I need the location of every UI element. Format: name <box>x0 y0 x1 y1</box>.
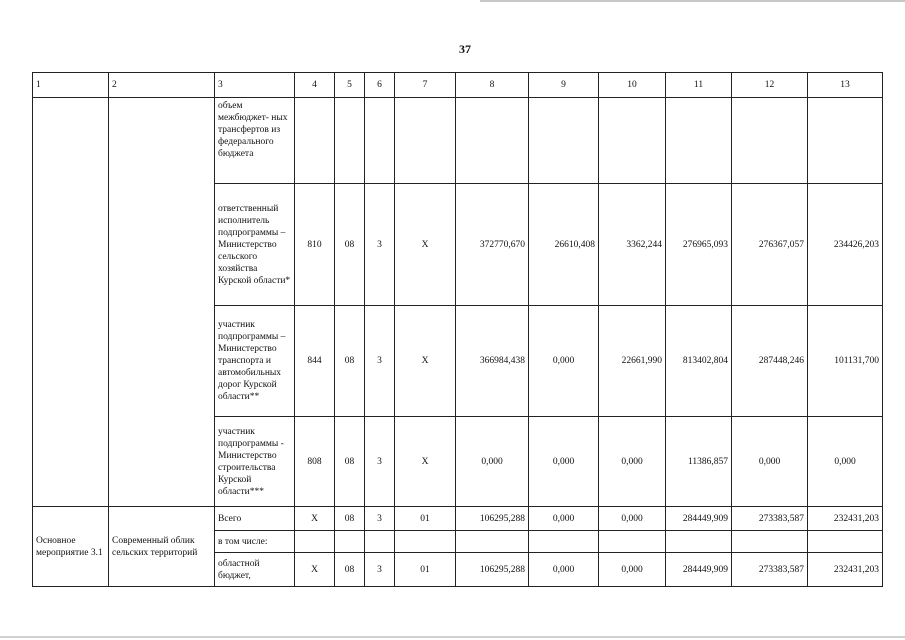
table-cell: 284449,909 <box>666 553 732 587</box>
table-cell: Х <box>395 306 456 417</box>
table-cell <box>365 531 395 553</box>
table-cell: 0,000 <box>599 417 666 507</box>
table-cell: 08 <box>335 417 365 507</box>
table-cell: 0,000 <box>456 417 529 507</box>
table-row <box>33 507 883 531</box>
row-label: ответственный исполнитель подпрограммы – Министерство сельского хозяйства Курской области* <box>215 184 295 306</box>
table-cell: 232431,203 <box>808 553 883 587</box>
table-cell: 366984,438 <box>456 306 529 417</box>
table-cell <box>395 531 456 553</box>
table-cell: 273383,587 <box>732 507 808 531</box>
table-cell <box>808 531 883 553</box>
table-cell <box>295 531 335 553</box>
table-cell: 08 <box>335 553 365 587</box>
row-label: объем межбюджет- ных трансфертов из федерального бюджета <box>215 98 295 184</box>
table-cell: 08 <box>335 507 365 531</box>
table-cell: 11386,857 <box>666 417 732 507</box>
table-cell: 276965,093 <box>666 184 732 306</box>
table-cell: 0,000 <box>732 417 808 507</box>
scan-edge-top <box>480 0 905 2</box>
table-cell <box>732 531 808 553</box>
table-cell: 0,000 <box>529 507 599 531</box>
header-cell: 3 <box>215 73 295 98</box>
table-cell: 273383,587 <box>732 553 808 587</box>
table-cell: 26610,408 <box>529 184 599 306</box>
header-cell: 10 <box>599 73 666 98</box>
row-label: Всего <box>215 507 295 531</box>
table-cell <box>808 98 883 184</box>
table-cell <box>529 531 599 553</box>
table-cell: 0,000 <box>529 553 599 587</box>
table-cell: 3 <box>365 417 395 507</box>
table-cell: 3 <box>365 553 395 587</box>
table-cell: 808 <box>295 417 335 507</box>
table-cell: 0,000 <box>808 417 883 507</box>
table-cell: 08 <box>335 306 365 417</box>
row-label: в том числе: <box>215 531 295 553</box>
table-cell: 810 <box>295 184 335 306</box>
header-cell: 7 <box>395 73 456 98</box>
table-cell: 232431,203 <box>808 507 883 531</box>
table-cell: 01 <box>395 507 456 531</box>
header-cell: 5 <box>335 73 365 98</box>
table-cell: 101131,700 <box>808 306 883 417</box>
header-cell: 12 <box>732 73 808 98</box>
header-cell: 13 <box>808 73 883 98</box>
table-cell: 284449,909 <box>666 507 732 531</box>
row-label: участник подпрограммы – Министерство транспорта и автомобильных дорог Курской области** <box>215 306 295 417</box>
table-cell: 813402,804 <box>666 306 732 417</box>
table-cell: 844 <box>295 306 335 417</box>
table-cell: 0,000 <box>599 507 666 531</box>
table-cell: Х <box>295 507 335 531</box>
header-cell: 4 <box>295 73 335 98</box>
table-cell: 3 <box>365 184 395 306</box>
table-cell: 08 <box>335 184 365 306</box>
header-row <box>33 73 883 98</box>
header-cell: 9 <box>529 73 599 98</box>
table-cell <box>666 531 732 553</box>
header-cell: 6 <box>365 73 395 98</box>
table-cell: 372770,670 <box>456 184 529 306</box>
row-label: областной бюджет, <box>215 553 295 587</box>
table-cell: Х <box>395 184 456 306</box>
header-cell: 1 <box>33 73 109 98</box>
table-cell <box>599 531 666 553</box>
table-cell <box>395 98 456 184</box>
table-cell: 106295,288 <box>456 507 529 531</box>
table-cell <box>599 98 666 184</box>
table-cell <box>529 98 599 184</box>
table-cell: 22661,990 <box>599 306 666 417</box>
budget-table <box>32 72 883 587</box>
table-cell: 3 <box>365 306 395 417</box>
activity-title: Современный облик сельских территорий <box>109 507 215 587</box>
table-cell: 106295,288 <box>456 553 529 587</box>
table-cell: 0,000 <box>529 417 599 507</box>
scan-edge-bottom <box>0 636 905 638</box>
table-cell: 276367,057 <box>732 184 808 306</box>
table-cell <box>335 98 365 184</box>
table-cell: 234426,203 <box>808 184 883 306</box>
table-cell <box>335 531 365 553</box>
header-cell: 2 <box>109 73 215 98</box>
table-cell <box>666 98 732 184</box>
empty-cell <box>33 98 109 507</box>
page-number: 37 <box>459 42 471 56</box>
row-label: участник подпрограммы - Министерство строительства Курской области*** <box>215 417 295 507</box>
table-cell: Х <box>295 553 335 587</box>
table-cell <box>732 98 808 184</box>
table-cell: 287448,246 <box>732 306 808 417</box>
table-cell: 0,000 <box>529 306 599 417</box>
table-cell: 01 <box>395 553 456 587</box>
table-cell: 0,000 <box>599 553 666 587</box>
table-cell <box>295 98 335 184</box>
table-row <box>33 98 883 184</box>
table-cell <box>365 98 395 184</box>
header-cell: 11 <box>666 73 732 98</box>
activity-name: Основное мероприятие 3.1 <box>33 507 109 587</box>
table-cell <box>456 531 529 553</box>
empty-cell <box>109 98 215 507</box>
header-cell: 8 <box>456 73 529 98</box>
table-cell: 3362,244 <box>599 184 666 306</box>
table-cell <box>456 98 529 184</box>
table-cell: Х <box>395 417 456 507</box>
table-cell: 3 <box>365 507 395 531</box>
